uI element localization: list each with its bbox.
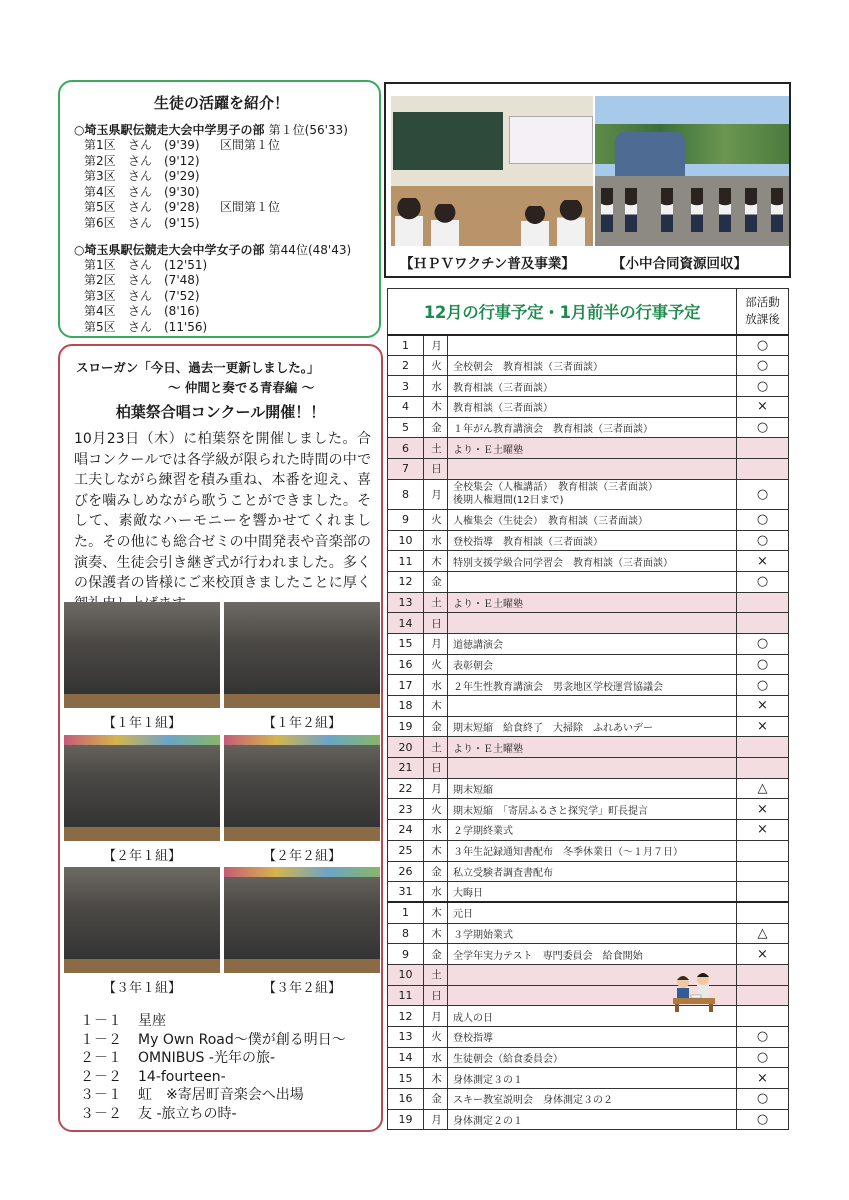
schedule-row bbox=[388, 882, 789, 903]
schedule-row bbox=[388, 530, 789, 551]
schedule-date: 14 bbox=[388, 613, 424, 634]
schedule-event: 教育相談（三者面談） bbox=[448, 376, 737, 397]
runner-section: 第2区 bbox=[84, 153, 116, 168]
boys-runner-row bbox=[74, 169, 369, 185]
schedule-row bbox=[388, 820, 789, 841]
club-activity-mark bbox=[737, 758, 789, 779]
schedule-event: より・Ｅ土曜塾 bbox=[448, 438, 737, 459]
schedule-day: 日 bbox=[424, 758, 448, 779]
schedule-row bbox=[388, 376, 789, 397]
schedule-day: 水 bbox=[424, 882, 448, 903]
schedule-date: 2 bbox=[388, 355, 424, 376]
boys-competition-heading bbox=[74, 121, 369, 138]
schedule-date: 21 bbox=[388, 758, 424, 779]
runner-time: (9'12) bbox=[164, 153, 200, 168]
club-header-line2: 放課後 bbox=[745, 312, 780, 327]
schedule-row bbox=[388, 1047, 789, 1068]
schedule-day: 金 bbox=[424, 1089, 448, 1110]
schedule-event: ２学期終業式 bbox=[448, 820, 737, 841]
schedule-event: 身体測定２の１ bbox=[448, 1109, 737, 1130]
slogan-subtitle: ～ 仲間と奏でる青春編 ～ bbox=[168, 380, 315, 395]
song-class: ２－１ bbox=[80, 1050, 122, 1066]
schedule-row bbox=[388, 778, 789, 799]
boys-runner-row bbox=[74, 200, 369, 216]
runner-section: 第1区 bbox=[84, 138, 116, 152]
song-title: 星座 bbox=[138, 1013, 166, 1029]
schedule-date: 11 bbox=[388, 551, 424, 572]
club-activity-mark: ○ bbox=[737, 335, 789, 356]
schedule-row bbox=[388, 675, 789, 696]
schedule-date: 25 bbox=[388, 840, 424, 861]
schedule-row bbox=[388, 654, 789, 675]
schedule-date: 10 bbox=[388, 964, 424, 985]
schedule-event: 期末短縮 給食終了 大掃除 ふれあいデー bbox=[448, 716, 737, 737]
schedule-row bbox=[388, 479, 789, 509]
club-activity-mark bbox=[737, 1006, 789, 1027]
schedule-row bbox=[388, 613, 789, 634]
club-activity-mark: × bbox=[737, 1068, 789, 1089]
club-activity-mark: ○ bbox=[737, 376, 789, 397]
schedule-row bbox=[388, 397, 789, 418]
hpv-vaccine-photo bbox=[391, 96, 593, 246]
schedule-event-line: 後期人権週間(12日まで) bbox=[453, 495, 564, 507]
schedule-event bbox=[448, 571, 737, 592]
song-row bbox=[80, 1012, 346, 1031]
runner-name: さん bbox=[128, 138, 153, 152]
schedule-day: 水 bbox=[424, 820, 448, 841]
runner-name: さん bbox=[128, 153, 153, 168]
boys-runner-row bbox=[74, 216, 369, 232]
club-activity-mark bbox=[737, 592, 789, 613]
schedule-day: 土 bbox=[424, 592, 448, 613]
runner-section: 第6区 bbox=[84, 215, 116, 230]
song-row bbox=[80, 1105, 346, 1124]
schedule-date: 6 bbox=[388, 438, 424, 459]
schedule-row bbox=[388, 438, 789, 459]
schedule-date: 8 bbox=[388, 479, 424, 509]
schedule-date: 24 bbox=[388, 820, 424, 841]
club-activity-mark: ○ bbox=[737, 530, 789, 551]
class-photo-1-2 bbox=[224, 602, 380, 708]
schedule-day: 日 bbox=[424, 985, 448, 1006]
boys-runner-row bbox=[74, 138, 369, 154]
runner-note: 区間第１位 bbox=[220, 200, 281, 215]
runner-name: さん bbox=[128, 215, 153, 230]
schedule-row bbox=[388, 964, 789, 985]
schedule-row bbox=[388, 902, 789, 923]
runner-section: 第5区 bbox=[84, 200, 116, 215]
schedule-row bbox=[388, 571, 789, 592]
club-activity-mark: ○ bbox=[737, 479, 789, 509]
schedule-event: １年がん教育講演会 教育相談（三者面談） bbox=[448, 417, 737, 438]
schedule-event bbox=[448, 696, 737, 717]
chorus-festival-box bbox=[58, 344, 383, 1132]
schedule-day: 月 bbox=[424, 778, 448, 799]
schedule-date: 19 bbox=[388, 1109, 424, 1130]
schedule-date: 18 bbox=[388, 696, 424, 717]
schedule-date: 16 bbox=[388, 1089, 424, 1110]
runner-time: (11'56) bbox=[164, 319, 208, 334]
song-row bbox=[80, 1086, 346, 1105]
schedule-date: 16 bbox=[388, 654, 424, 675]
runner-time: (9'30) bbox=[164, 184, 200, 199]
schedule-rows bbox=[388, 335, 789, 1130]
schedule-date: 13 bbox=[388, 592, 424, 613]
song-class: ３－２ bbox=[80, 1105, 122, 1122]
schedule-date: 14 bbox=[388, 1047, 424, 1068]
club-activity-mark bbox=[737, 882, 789, 903]
schedule-event bbox=[448, 479, 737, 509]
schedule-day: 月 bbox=[424, 335, 448, 356]
schedule-date: 4 bbox=[388, 397, 424, 418]
schedule-day: 月 bbox=[424, 1109, 448, 1130]
schedule-day: 土 bbox=[424, 737, 448, 758]
schedule-event: より・Ｅ土曜塾 bbox=[448, 592, 737, 613]
recycling-photo bbox=[595, 96, 789, 246]
schedule-row bbox=[388, 633, 789, 654]
schedule-row bbox=[388, 1027, 789, 1048]
schedule-row bbox=[388, 716, 789, 737]
caption-3-1: 【３年１組】 bbox=[102, 981, 181, 996]
schedule-day: 木 bbox=[424, 923, 448, 944]
schedule-day: 火 bbox=[424, 509, 448, 530]
festival-report: 10月23日（木）に柏葉祭を開催しました。合唱コンクールでは各学級が限られた時間の中で工夫しながら練習を積み重ね、本番を迎え、喜びを噛みしめながら歌うことができました。そして、素敵なハーモニーを響かせてくれました。その他にも総合ゼミの中間発表や音楽部の演奏、生徒会引き継ぎ式が行われました。多くの保護者の皆様にご来校頂きましたことに厚く bbox=[74, 431, 371, 592]
girls-runner-row bbox=[74, 320, 369, 336]
schedule-date: 19 bbox=[388, 716, 424, 737]
club-activity-mark: ○ bbox=[737, 355, 789, 376]
song-title: 虹 ※寄居町音楽会へ出場 bbox=[138, 1087, 304, 1103]
club-activity-mark: △ bbox=[737, 778, 789, 799]
slogan: スローガン「今日、過去一更新しました。」 bbox=[76, 360, 320, 375]
schedule-date: 7 bbox=[388, 459, 424, 480]
schedule-row bbox=[388, 1006, 789, 1027]
schedule-day: 水 bbox=[424, 675, 448, 696]
runner-section: 第3区 bbox=[84, 288, 116, 303]
song-class: ２－２ bbox=[80, 1068, 122, 1085]
schedule-row bbox=[388, 1068, 789, 1089]
schedule-event: 身体測定３の１ bbox=[448, 1068, 737, 1089]
schedule-event: 期末短縮 「寄居ふるさと探究学」町長提言 bbox=[448, 799, 737, 820]
schedule-title: 12月の行事予定・1月前半の行事予定 bbox=[388, 289, 737, 335]
schedule-event: ３年生記録通知書配布 冬季休業日（～１月７日） bbox=[448, 840, 737, 861]
club-activity-mark bbox=[737, 438, 789, 459]
runner-time: (9'39) bbox=[164, 138, 200, 152]
club-activity-mark bbox=[737, 861, 789, 882]
song-row bbox=[80, 1049, 346, 1068]
schedule-row bbox=[388, 799, 789, 820]
schedule-row bbox=[388, 509, 789, 530]
club-activity-mark bbox=[737, 459, 789, 480]
runner-section: 第1区 bbox=[84, 257, 116, 272]
schedule-day: 火 bbox=[424, 355, 448, 376]
schedule-event: 登校指導 bbox=[448, 1027, 737, 1048]
schedule-date: 1 bbox=[388, 902, 424, 923]
schedule-date: 9 bbox=[388, 509, 424, 530]
schedule-day: 木 bbox=[424, 696, 448, 717]
runner-name: さん bbox=[128, 304, 153, 319]
schedule-date: 8 bbox=[388, 923, 424, 944]
club-activity-mark: ○ bbox=[737, 1089, 789, 1110]
runner-time: (7'52) bbox=[164, 288, 200, 303]
schedule-event bbox=[448, 335, 737, 356]
recycling-caption: 【小中合同資源回収】 bbox=[612, 256, 747, 272]
schedule-date: 26 bbox=[388, 861, 424, 882]
schedule-date: 1 bbox=[388, 335, 424, 356]
club-activity-mark: × bbox=[737, 696, 789, 717]
schedule-event: 大晦日 bbox=[448, 882, 737, 903]
schedule-date: 10 bbox=[388, 530, 424, 551]
club-activity-mark bbox=[737, 840, 789, 861]
song-title: My Own Road～僕が創る明日～ bbox=[138, 1031, 346, 1048]
club-activity-mark: ○ bbox=[737, 1047, 789, 1068]
song-class: ３－１ bbox=[80, 1087, 122, 1103]
runner-section: 第4区 bbox=[84, 304, 116, 319]
schedule-event: 表彰朝会 bbox=[448, 654, 737, 675]
song-title: 14-fourteen- bbox=[138, 1068, 226, 1085]
schedule-event: 期末短縮 bbox=[448, 778, 737, 799]
schedule-event: 元日 bbox=[448, 902, 737, 923]
schedule-row bbox=[388, 985, 789, 1006]
schedule-day: 木 bbox=[424, 397, 448, 418]
runner-time: (9'15) bbox=[164, 215, 200, 230]
runner-name: さん bbox=[128, 319, 153, 334]
class-photo-2-2 bbox=[224, 735, 380, 841]
boys-runner-list bbox=[74, 138, 369, 232]
club-activity-mark: ○ bbox=[737, 509, 789, 530]
schedule-row bbox=[388, 944, 789, 965]
schedule-date: 12 bbox=[388, 571, 424, 592]
caption-3-2: 【３年２組】 bbox=[262, 981, 341, 996]
schedule-day: 木 bbox=[424, 551, 448, 572]
schedule-row bbox=[388, 696, 789, 717]
club-activity-mark: ○ bbox=[737, 675, 789, 696]
girls-runner-row bbox=[74, 289, 369, 305]
club-header bbox=[737, 289, 789, 335]
activities-title: 生徒の活躍を紹介！ bbox=[153, 94, 289, 112]
club-activity-mark bbox=[737, 737, 789, 758]
schedule-event-line: 全校集会（人権講話） 教育相談（三者面談） bbox=[453, 482, 658, 494]
club-activity-mark bbox=[737, 613, 789, 634]
schedule-event: スキー教室説明会 身体測定３の２ bbox=[448, 1089, 737, 1110]
song-row bbox=[80, 1068, 346, 1087]
schedule-day: 土 bbox=[424, 438, 448, 459]
runner-section: 第4区 bbox=[84, 184, 116, 199]
schedule-day: 木 bbox=[424, 840, 448, 861]
runner-section: 第3区 bbox=[84, 169, 116, 184]
club-activity-mark: × bbox=[737, 944, 789, 965]
caption-2-2: 【２年２組】 bbox=[262, 849, 341, 864]
runner-time: (7'48) bbox=[164, 273, 200, 288]
caption-1-2: 【１年２組】 bbox=[262, 716, 341, 731]
club-activity-mark: × bbox=[737, 551, 789, 572]
class-photo-1-1 bbox=[64, 602, 220, 708]
schedule-date: 12 bbox=[388, 1006, 424, 1027]
schedule-event bbox=[448, 613, 737, 634]
schedule-row bbox=[388, 417, 789, 438]
schedule-day: 木 bbox=[424, 902, 448, 923]
schedule-day: 金 bbox=[424, 944, 448, 965]
class-photo-3-2 bbox=[224, 867, 380, 973]
schedule-row bbox=[388, 840, 789, 861]
hpv-caption: 【ＨＰＶワクチン普及事業】 bbox=[400, 256, 575, 272]
club-activity-mark bbox=[737, 964, 789, 985]
schedule-day: 水 bbox=[424, 376, 448, 397]
schedule-date: 5 bbox=[388, 417, 424, 438]
schedule-day: 土 bbox=[424, 964, 448, 985]
schedule-event: 成人の日 bbox=[448, 1006, 737, 1027]
runner-time: (8'16) bbox=[164, 304, 200, 319]
schedule-event: 道徳講演会 bbox=[448, 633, 737, 654]
class-photo-2-1 bbox=[64, 735, 220, 841]
club-activity-mark: ○ bbox=[737, 571, 789, 592]
schedule-row bbox=[388, 861, 789, 882]
girls-runner-row bbox=[74, 273, 369, 289]
schedule-row bbox=[388, 459, 789, 480]
runner-time: (9'29) bbox=[164, 169, 200, 184]
schedule-event bbox=[448, 459, 737, 480]
schedule-date: 9 bbox=[388, 944, 424, 965]
song-title: 友 -旅立ちの時- bbox=[138, 1105, 237, 1122]
schedule-event: 全学年実力テスト 専門委員会 給食開始 bbox=[448, 944, 737, 965]
schedule-date: 15 bbox=[388, 633, 424, 654]
schedule-row bbox=[388, 592, 789, 613]
schedule-day: 水 bbox=[424, 530, 448, 551]
schedule-date: 20 bbox=[388, 737, 424, 758]
schedule-event: 人権集会（生徒会） 教育相談（三者面談） bbox=[448, 509, 737, 530]
schedule-event: 全校朝会 教育相談（三者面談） bbox=[448, 355, 737, 376]
schedule-day: 月 bbox=[424, 479, 448, 509]
club-header-line1: 部活動 bbox=[745, 295, 780, 310]
schedule-day: 水 bbox=[424, 1047, 448, 1068]
club-activity-mark: × bbox=[737, 799, 789, 820]
club-activity-mark: ○ bbox=[737, 633, 789, 654]
schedule-row bbox=[388, 1109, 789, 1130]
festival-title: 柏葉祭合唱コンクール開催！！ bbox=[115, 403, 326, 421]
boys-competition-name: ○埼玉県駅伝競走大会中学男子の部 bbox=[74, 123, 265, 137]
schedule-day: 金 bbox=[424, 861, 448, 882]
runner-name: さん bbox=[128, 184, 153, 199]
runner-name: さん bbox=[128, 257, 153, 272]
schedule-day: 火 bbox=[424, 654, 448, 675]
schedule-event: ２年生性教育講演会 男衾地区学校運営協議会 bbox=[448, 675, 737, 696]
runner-section: 第5区 bbox=[84, 319, 116, 334]
runner-note: 区間第１位 bbox=[220, 138, 281, 152]
song-title: OMNIBUS -光年の旅- bbox=[138, 1050, 275, 1066]
runner-section: 第2区 bbox=[84, 273, 116, 288]
club-activity-mark bbox=[737, 985, 789, 1006]
schedule-day: 月 bbox=[424, 633, 448, 654]
class-photo-3-1 bbox=[64, 867, 220, 973]
runner-name: さん bbox=[128, 273, 153, 288]
girls-runner-row bbox=[74, 258, 369, 274]
caption-2-1: 【２年１組】 bbox=[102, 849, 181, 864]
club-activity-mark: × bbox=[737, 397, 789, 418]
caption-1-1: 【１年１組】 bbox=[102, 716, 181, 731]
club-activity-mark: ○ bbox=[737, 1027, 789, 1048]
girls-competition-name: ○埼玉県駅伝競走大会中学女子の部 bbox=[74, 242, 265, 257]
girls-competition-heading bbox=[74, 241, 369, 258]
schedule-date: 31 bbox=[388, 882, 424, 903]
schedule-event: 生徒朝会（給食委員会） bbox=[448, 1047, 737, 1068]
schedule-row bbox=[388, 355, 789, 376]
club-activity-mark: △ bbox=[737, 923, 789, 944]
schedule-day: 火 bbox=[424, 1027, 448, 1048]
runner-name: さん bbox=[128, 169, 153, 184]
girls-runner-row bbox=[74, 304, 369, 320]
girls-runner-list bbox=[74, 258, 369, 336]
runner-time: (9'28) bbox=[164, 200, 200, 215]
schedule-row bbox=[388, 1089, 789, 1110]
schedule-date: 22 bbox=[388, 778, 424, 799]
schedule-day: 金 bbox=[424, 571, 448, 592]
schedule-day: 金 bbox=[424, 417, 448, 438]
boys-result: 第１位(56'33) bbox=[268, 123, 348, 137]
club-activity-mark: ○ bbox=[737, 417, 789, 438]
song-class: １－２ bbox=[80, 1031, 122, 1048]
schedule-table bbox=[387, 288, 789, 1130]
schedule-day: 金 bbox=[424, 716, 448, 737]
schedule-event: 登校指導 教育相談（三者面談） bbox=[448, 530, 737, 551]
runner-name: さん bbox=[128, 200, 153, 215]
schedule-day: 日 bbox=[424, 459, 448, 480]
girls-result: 第44位(48'43) bbox=[268, 242, 352, 257]
schedule-date: 15 bbox=[388, 1068, 424, 1089]
schedule-row bbox=[388, 758, 789, 779]
schedule-event: より・Ｅ土曜塾 bbox=[448, 737, 737, 758]
schedule-event: 教育相談（三者面談） bbox=[448, 397, 737, 418]
schedule-day: 木 bbox=[424, 1068, 448, 1089]
schedule-row bbox=[388, 335, 789, 356]
schedule-row bbox=[388, 551, 789, 572]
schedule-date: 17 bbox=[388, 675, 424, 696]
studying-students-icon bbox=[669, 968, 719, 1012]
club-activity-mark: × bbox=[737, 820, 789, 841]
club-activity-mark bbox=[737, 902, 789, 923]
schedule-row bbox=[388, 737, 789, 758]
schedule-day: 火 bbox=[424, 799, 448, 820]
schedule-date: 3 bbox=[388, 376, 424, 397]
club-activity-mark: × bbox=[737, 716, 789, 737]
schedule-event: 特別支援学級合同学習会 教育相談（三者面談） bbox=[448, 551, 737, 572]
schedule-event bbox=[448, 758, 737, 779]
runner-time: (12'51) bbox=[164, 257, 208, 272]
event-photos-frame bbox=[384, 82, 791, 278]
schedule-date: 23 bbox=[388, 799, 424, 820]
song-class: １－１ bbox=[80, 1013, 122, 1029]
club-activity-mark: ○ bbox=[737, 654, 789, 675]
boys-runner-row bbox=[74, 154, 369, 170]
schedule-event: 私立受験者調査書配布 bbox=[448, 861, 737, 882]
boys-runner-row bbox=[74, 185, 369, 201]
schedule-day: 日 bbox=[424, 613, 448, 634]
schedule-date: 13 bbox=[388, 1027, 424, 1048]
student-activities-box bbox=[58, 80, 381, 338]
runner-name: さん bbox=[128, 288, 153, 303]
schedule-row bbox=[388, 923, 789, 944]
song-list bbox=[80, 1012, 346, 1123]
club-activity-mark: ○ bbox=[737, 1109, 789, 1130]
schedule-date: 11 bbox=[388, 985, 424, 1006]
schedule-day: 月 bbox=[424, 1006, 448, 1027]
song-row bbox=[80, 1031, 346, 1050]
schedule-event: ３学期始業式 bbox=[448, 923, 737, 944]
